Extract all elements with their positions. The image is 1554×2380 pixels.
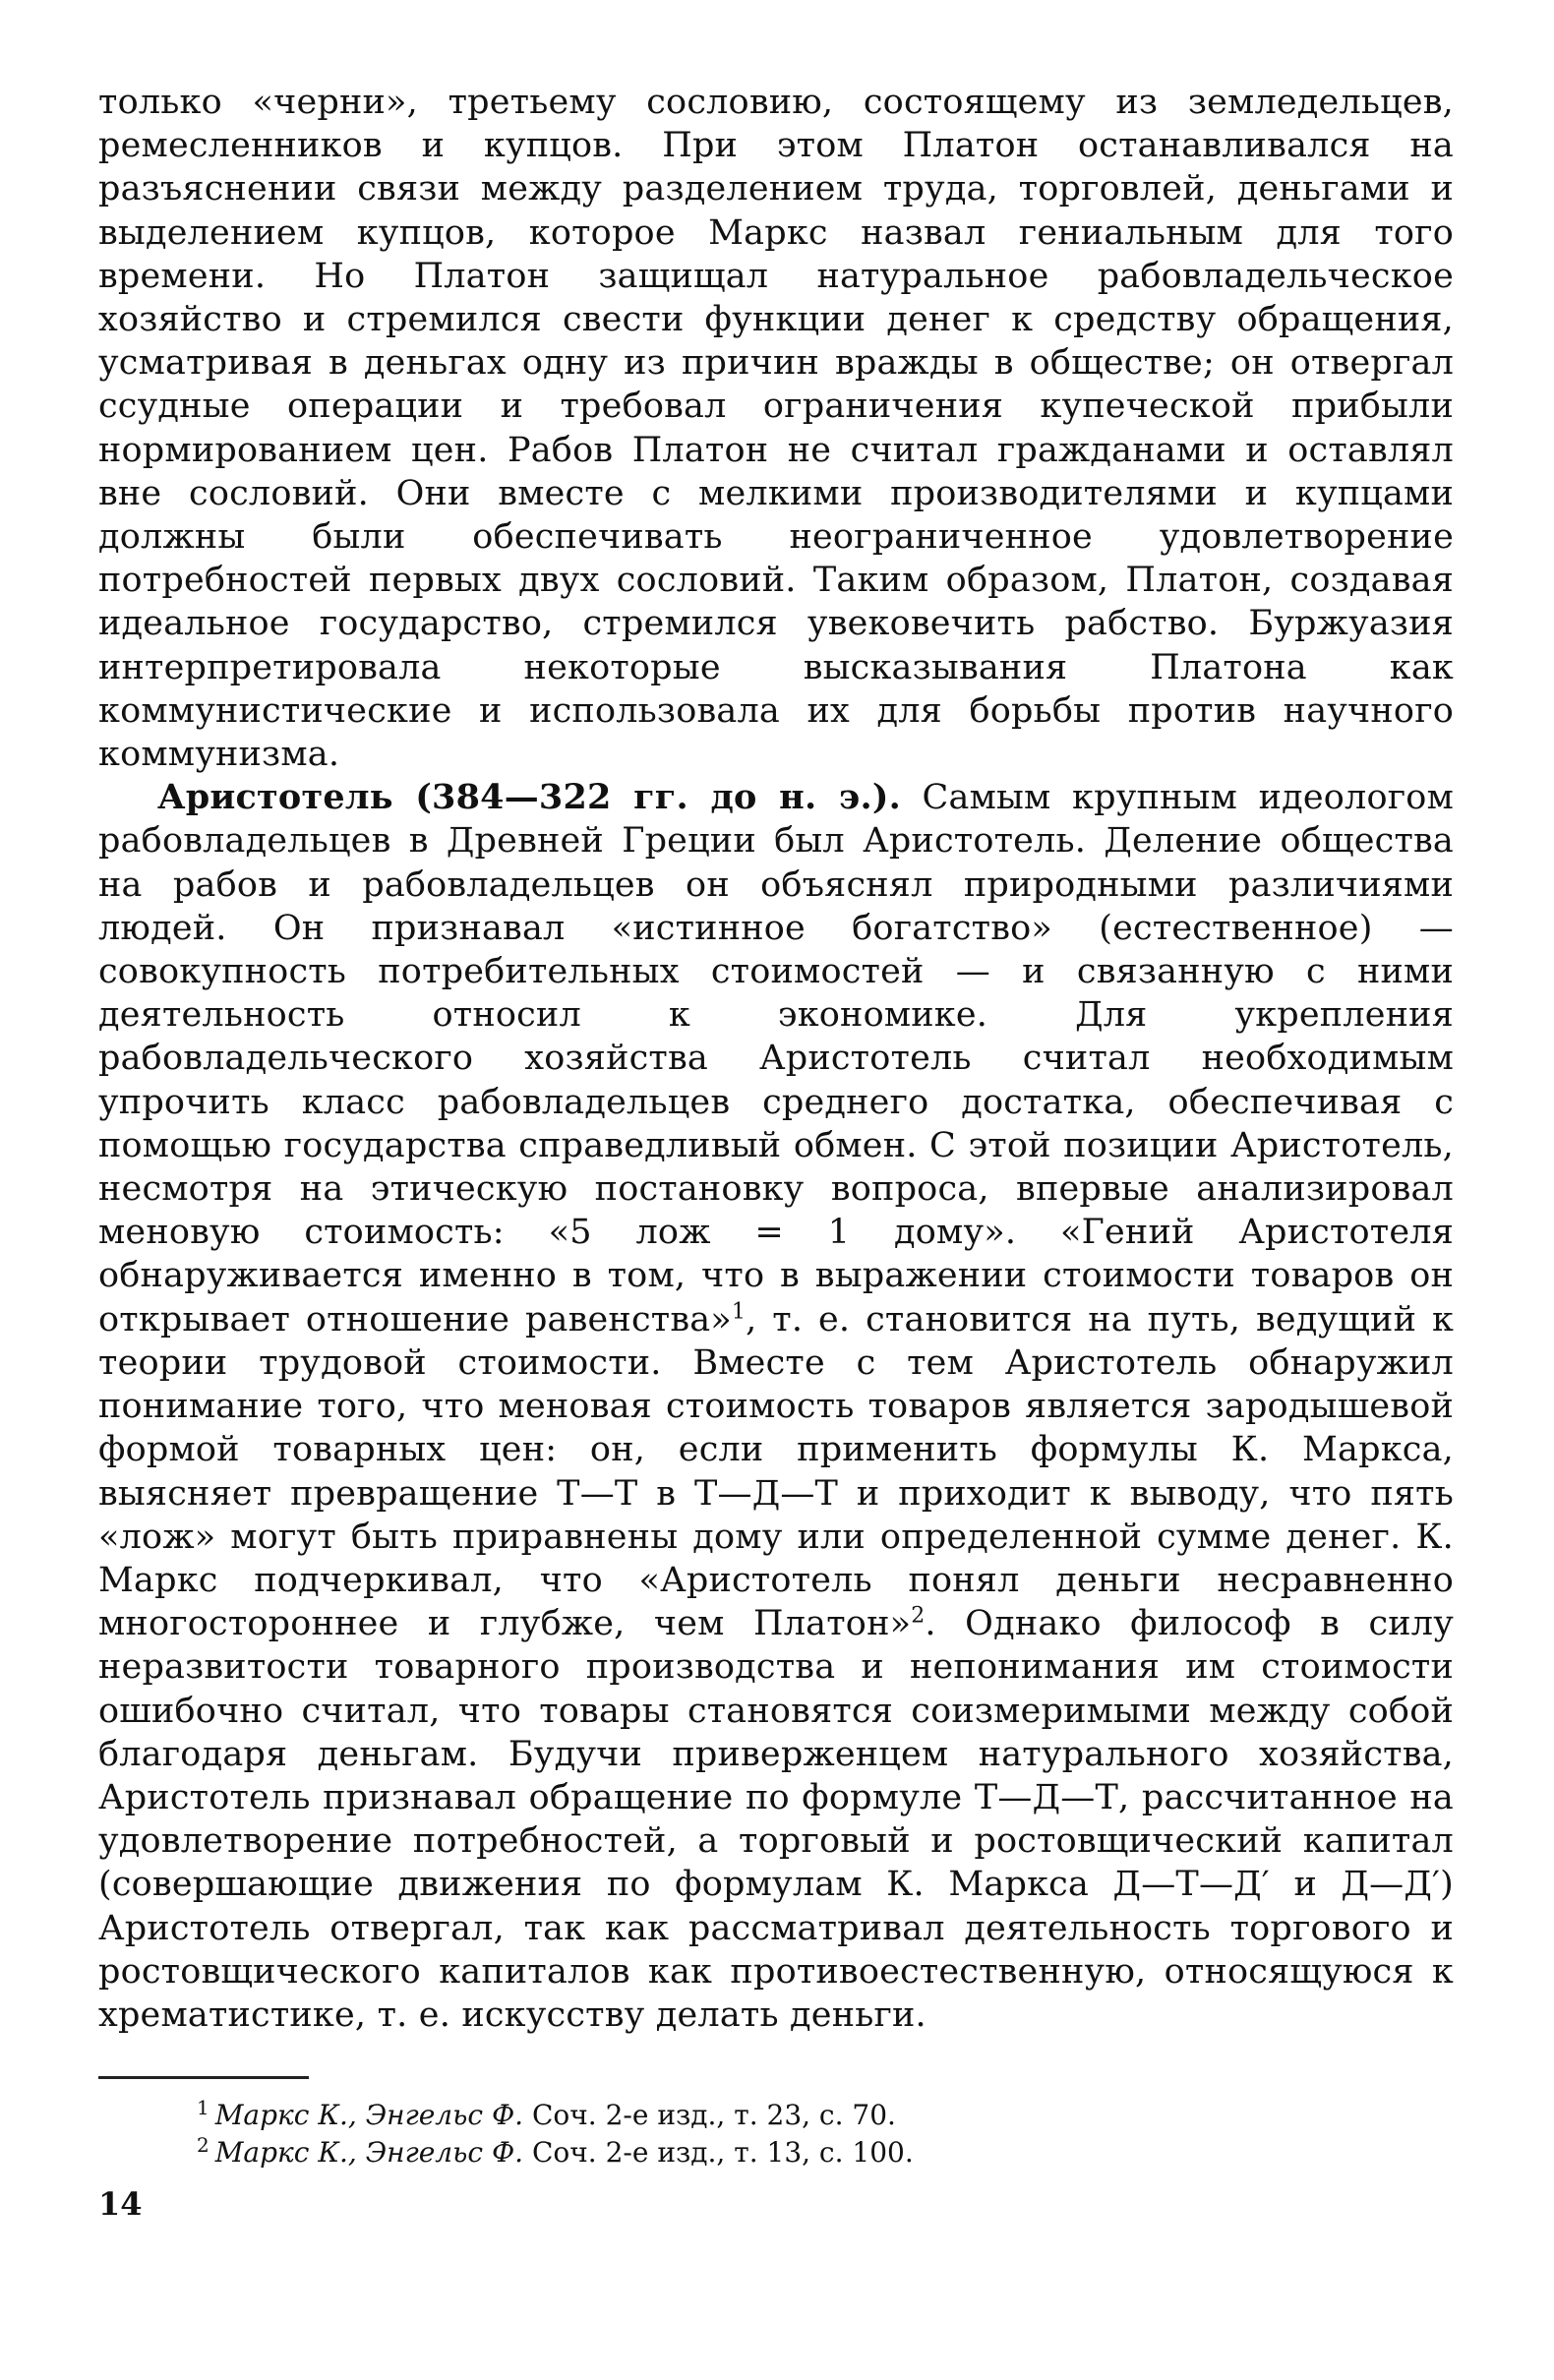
footnote-mark: 2 (197, 2132, 209, 2157)
footnote-author: Маркс К., Энгельс Ф. (214, 2099, 524, 2132)
paragraph-plato: только «черни», третьему сословию, состоящему из земледельцев, ремесленников и купцов. При этом Платон останавливался на разъяснении связи между разделением труда, торговлей, деньгами и выделением купцов, которое Маркс назвал гениальным для того времени. Но Платон защищал натуральное рабовладельческое хозяйство и стремился свести функции денег к средству обращения, усматривая в деньгах одну из причин вражды в обществе; он отвергал ссудные операции и требовал ограничения купеческой прибыли нормированием цен. Рабов Платон не считал гражданами и оставлял вне сословий. Они вместе с мелкими производителями и купцами должны были обеспечивать неограниченное удовлетворение потребностей первых двух сословий. Таким образом, Платон, создавая идеальное государство, стремился увековечить рабство. Буржуазия интерпретировала некоторые высказывания Платона как коммунистические и использовала их для борьбы против научного коммунизма. (98, 83, 1454, 775)
page-body (98, 81, 1454, 2172)
footnote-ref-2[interactable]: 2 (911, 1603, 926, 1629)
footnote-mark: 1 (197, 2095, 209, 2119)
footnotes (197, 2097, 1454, 2172)
footnote-text: Соч. 2-е изд., т. 23, с. 70. (523, 2099, 896, 2132)
paragraph-text: Самым крупным идеологом рабовладельцев в Древней Греции был Аристотель. Деление общества на рабов и рабовладельцев он объяснял природными различиями людей. Он признавал «истинное богатство» (естественное) — совокупность потребительных стоимостей — и связанную с ними деятельность относил к экономике. Для укрепления рабовладельческого хозяйства Аристотель считал необходимым упрочить класс рабовладельцев среднего достатка, обеспечивая с помощью государства справедливый обмен. С этой позиции Аристотель, несмотря на этическую постановку вопроса, впервые анализировал меновую стоимость: «5 лож = 1 дому». «Гений Аристотеля обнаруживается именно в том, что в выражении стоимости товаров он открывает отношение равенства» (98, 778, 1454, 1339)
page-number: 14 (98, 2185, 143, 2223)
paragraph-aristotle (98, 776, 1454, 2037)
footnote-1 (197, 2097, 1454, 2134)
paragraph-text: . Однако философ в силу неразвитости товарного производства и непонимания им стоимости ошибочно считал, что товары становятся соизмеримыми между собой благодаря деньгам. Будучи приверженцем натурального хозяйства, Аристотель признавал обращение по формуле Т—Д—Т, рассчитанное на удовлетворение потребностей, а торговый и ростовщический капитал (совершающие движения по формулам К. Маркса Д—Т—Д′ и Д—Д′) Аристотель отвергал, так как рассматривал деятельность торгового и ростовщического капиталов как противоестественную, относящуюся к хрематистике, т. е. искусству делать деньги. (98, 1604, 1454, 2035)
footnote-text: Соч. 2-е изд., т. 13, с. 100. (523, 2136, 914, 2170)
footnote-2 (197, 2134, 1454, 2172)
footnote-ref-1[interactable]: 1 (731, 1299, 747, 1325)
footnote-divider (98, 2076, 309, 2079)
footnote-author: Маркс К., Энгельс Ф. (214, 2136, 524, 2170)
section-heading-aristotle: Аристотель (384—322 гг. до н. э.). (157, 777, 901, 818)
paragraph-text: , т. е. становится на путь, ведущий к теории трудовой стоимости. Вместе с тем Аристотель обнаружил понимание того, что меновая стоимость товаров является зародышевой формой товарных цен: он, если применить формулы К. Маркса, выясняет превращение Т—Т в Т—Д—Т и приходит к выводу, что пять «лож» могут быть приравнены дому или определенной сумме денег. К. Маркс подчеркивал, что «Аристотель понял деньги несравненно многостороннее и глубже, чем Платон» (98, 1299, 1455, 1644)
